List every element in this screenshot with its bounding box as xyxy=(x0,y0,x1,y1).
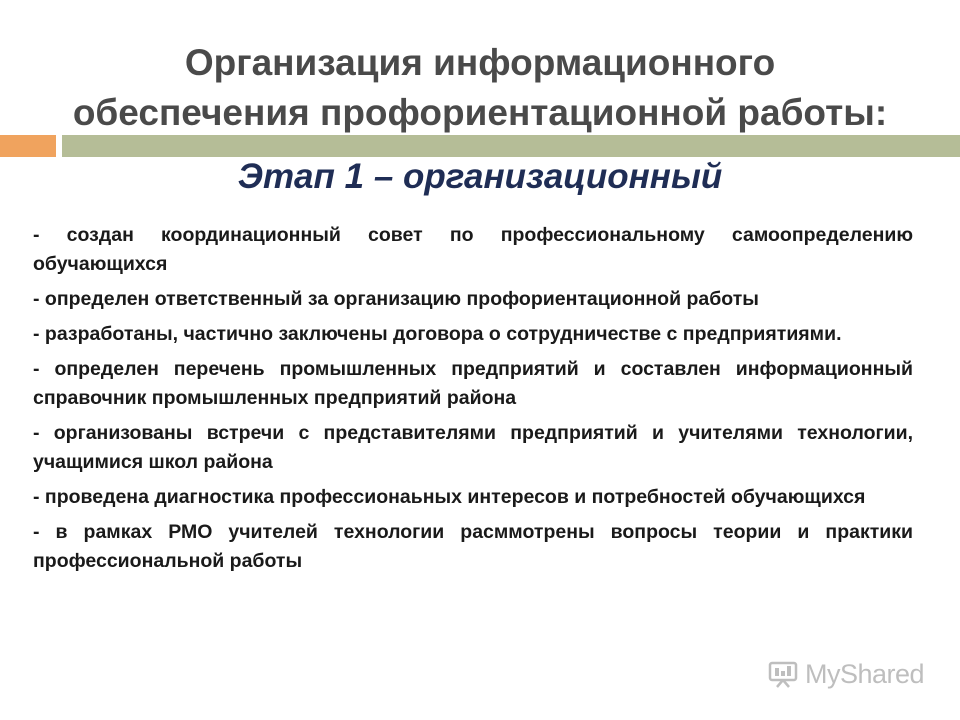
list-item: - определен перечень промышленных предприятий и составлен информационный справочник промышленных предприятий района xyxy=(33,358,913,409)
slide-title xyxy=(30,38,930,138)
title-line-2: обеспечения профориентационной работы: xyxy=(72,92,888,133)
presentation-screen-icon xyxy=(767,658,799,690)
list-item: - определен ответственный за организацию профориентационной работы xyxy=(33,288,759,310)
list-item: - организованы встречи с представителями предприятий и учителями технологии, учащимися школ района xyxy=(33,422,913,473)
watermark-text: MyShared xyxy=(805,658,925,689)
list-item: - в рамках РМО учителей технологии расммотрены вопросы теории и практики профессиональной работы xyxy=(33,521,913,572)
list-item: - создан координационный совет по профессиональному самоопределению обучающихся xyxy=(33,224,913,275)
stage-heading: Этап 1 – организационный xyxy=(237,157,723,196)
title-line-1: Организация информационного xyxy=(184,42,776,83)
watermark xyxy=(767,656,924,692)
list-item: - проведена диагностика профессионаьных интересов и потребностей обучающихся xyxy=(33,486,866,508)
list-item: - разработаны, частично заключены договора о сотрудничестве с предприятиями. xyxy=(33,323,842,345)
content-list xyxy=(33,221,913,582)
